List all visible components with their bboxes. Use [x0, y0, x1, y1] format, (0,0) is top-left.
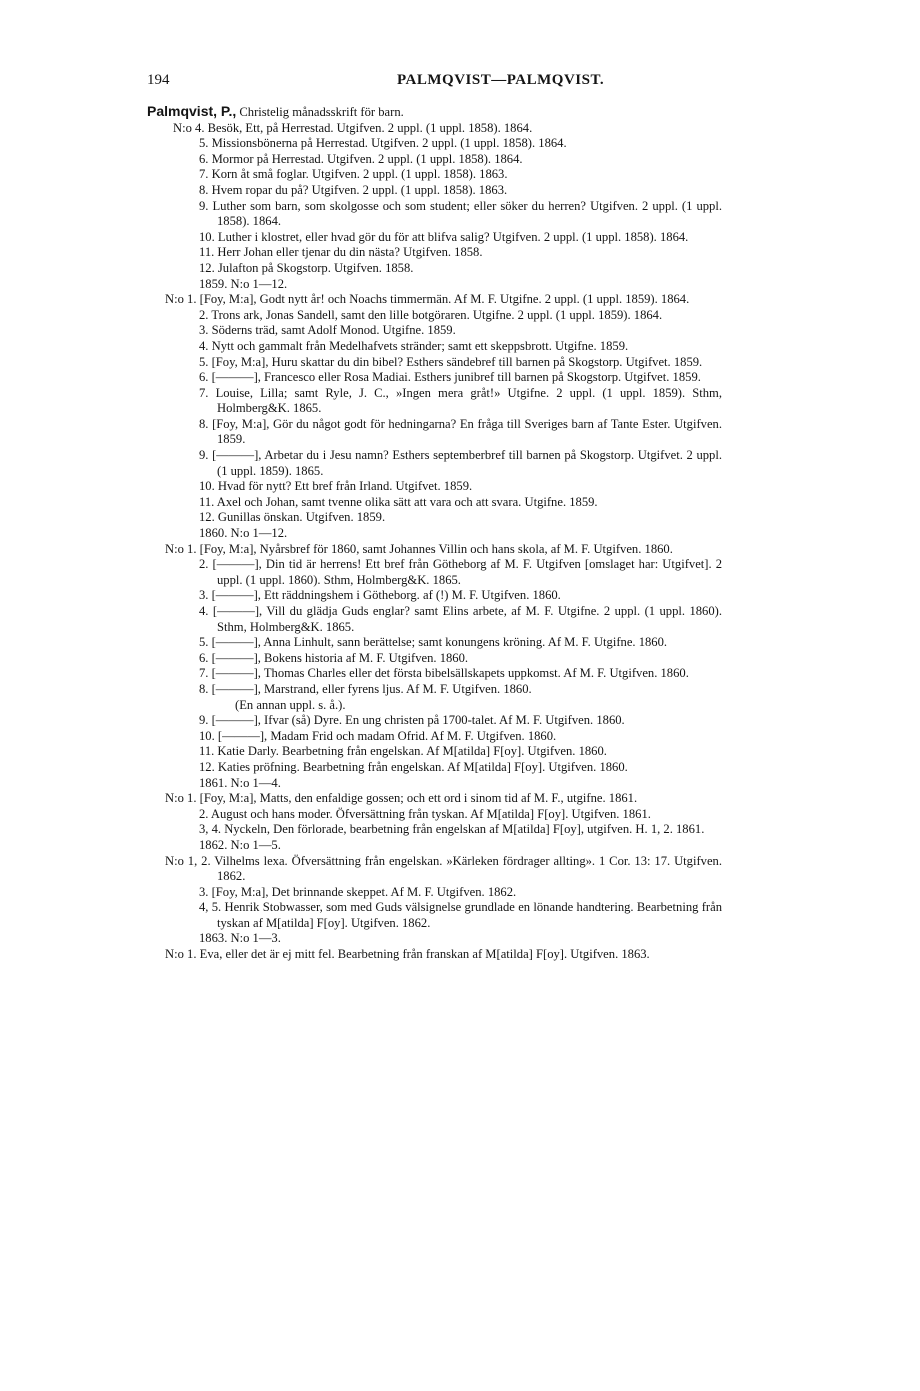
list-item: 10. Luther i klostret, eller hvad gör du för att blifva salig? Utgifven. 2 uppl. (1 uppl. 1858). 1864.: [199, 229, 689, 244]
list-item: (En annan uppl. s. å.).: [235, 697, 346, 712]
list-item: N:o 1. Eva, eller det är ej mitt fel. Bearbetning från franskan af M[atilda] F[oy]. Utgifven. 1863.: [165, 947, 650, 962]
entry-heading: [147, 104, 722, 121]
list-item: 3. [———], Ett räddningshem i Götheborg. af (!) M. F. Utgifven. 1860.: [199, 588, 561, 603]
list-item: 12. Julafton på Skogstorp. Utgifven. 1858.: [199, 260, 414, 275]
list-item: 6. [———], Francesco eller Rosa Madiai. Esthers junibref till barnen på Skogstorp. Utgifvet. 1859.: [199, 370, 701, 385]
list-item: 5. [———], Anna Linhult, sann berättelse; samt konungens kröning. Af M. F. Utgifne. 1860.: [199, 635, 668, 650]
list-item: 4. Nytt och gammalt från Medelhafvets stränder; samt ett skeppsbrott. Utgifne. 1859.: [199, 338, 629, 353]
list-item: N:o 4. Besök, Ett, på Herrestad. Utgifven. 2 uppl. (1 uppl. 1858). 1864.: [173, 120, 533, 135]
list-item: 9. [———], Arbetar du i Jesu namn? Esthers septemberbref till barnen på Skogstorp. Utgifvet. 2 uppl. (1 uppl. 1859). 1865.: [199, 448, 722, 478]
list-item: 4, 5. Henrik Stobwasser, som med Guds välsignelse grundlade en lönande handtering. Bearbetning från tyskan af M[atilda] F[oy]. Utgifven. 1862.: [199, 900, 722, 930]
list-item: 2. [———], Din tid är herrens! Ett bref från Götheborg af M. F. Utgifven [omslaget har: Utgifvet]. 2 uppl. (1 uppl. 1860). Sthm, Holmberg&K. 1865.: [199, 557, 722, 587]
list-item: 2. Trons ark, Jonas Sandell, samt den lille botgöraren. Utgifne. 2 uppl. (1 uppl. 1859). 1864.: [199, 307, 663, 322]
list-item: 9. Luther som barn, som skolgosse och som student; eller söker du herren? Utgifven. 2 uppl. (1 uppl. 1858). 1864.: [199, 198, 722, 229]
year-heading: 1862. N:o 1—5.: [199, 837, 281, 852]
list-item: 11. Katie Darly. Bearbetning från engelskan. Af M[atilda] F[oy]. Utgifven. 1860.: [199, 744, 607, 759]
list-item: 5. Missionsbönerna på Herrestad. Utgifven. 2 uppl. (1 uppl. 1858). 1864.: [199, 136, 567, 151]
list-item: 8. Hvem ropar du på? Utgifven. 2 uppl. (1 uppl. 1858). 1863.: [199, 182, 508, 197]
list-item: N:o 1, 2. Vilhelms lexa. Öfversättning från engelskan. »Kärleken fördrager allting». 1 Cor. 13: 17. Utgifven. 1862.: [165, 853, 722, 884]
list-item: 8. [———], Marstrand, eller fyrens ljus. Af M. F. Utgifven. 1860.: [199, 681, 532, 696]
page-number: 194: [147, 72, 170, 88]
list-item: N:o 1. [Foy, M:a], Godt nytt år! och Noachs timmermän. Af M. F. Utgifne. 2 uppl. (1 uppl. 1859). 1864.: [165, 292, 690, 307]
list-item: 10. Hvad för nytt? Ett bref från Irland. Utgifvet. 1859.: [199, 479, 473, 494]
list-item: 11. Herr Johan eller tjenar du din nästa? Utgifven. 1858.: [199, 245, 483, 260]
list-item: 3. [Foy, M:a], Det brinnande skeppet. Af M. F. Utgifven. 1862.: [199, 884, 517, 899]
list-item: 9. [———], Ifvar (så) Dyre. En ung christen på 1700-talet. Af M. F. Utgifven. 1860.: [199, 713, 625, 728]
year-heading: 1860. N:o 1—12.: [199, 526, 288, 541]
list-item: 3, 4. Nyckeln, Den förlorade, bearbetning från engelskan af M[atilda] F[oy], utgifven. H. 1, 2. 1861.: [199, 822, 705, 837]
year-heading: 1861. N:o 1—4.: [199, 775, 281, 790]
author-name: Palmqvist, P.,: [147, 103, 237, 119]
list-item: 12. Gunillas önskan. Utgifven. 1859.: [199, 510, 386, 525]
list-item: 10. [———], Madam Frid och madam Ofrid. Af M. F. Utgifven. 1860.: [199, 728, 557, 743]
list-item: 7. Louise, Lilla; samt Ryle, J. C., »Ingen mera gråt!» Utgifne. 2 uppl. (1 uppl. 1859). Sthm, Holmberg&K. 1865.: [199, 385, 722, 416]
list-item: 7. Korn åt små foglar. Utgifven. 2 uppl. (1 uppl. 1858). 1863.: [199, 167, 508, 182]
list-item: 8. [Foy, M:a], Gör du något godt för hedningarna? En fråga till Sveriges barn af Tante Ester. Utgifven. 1859.: [199, 416, 722, 447]
list-item: 11. Axel och Johan, samt tvenne olika sätt att vara och att svara. Utgifne. 1859.: [199, 494, 598, 509]
list-item: N:o 1. [Foy, M:a], Matts, den enfaldige gossen; och ett ord i sinom tid af M. F., utgifne. 1861.: [165, 791, 638, 806]
list-item: 7. [———], Thomas Charles eller det första bibelsällskapets uppkomst. Af M. F. Utgifven. 1860.: [199, 666, 689, 681]
entry-lines: [147, 121, 722, 963]
list-item: 6. Mormor på Herrestad. Utgifven. 2 uppl. (1 uppl. 1858). 1864.: [199, 151, 523, 166]
list-item: 12. Katies pröfning. Bearbetning från engelskan. Af M[atilda] F[oy]. Utgifven. 1860.: [199, 759, 628, 774]
list-item: 6. [———], Bokens historia af M. F. Utgifven. 1860.: [199, 650, 469, 665]
bibliography-entry: [147, 104, 722, 963]
year-heading: 1859. N:o 1—12.: [199, 276, 288, 291]
list-item: 4. [———], Vill du glädja Guds englar? samt Elins arbete, af M. F. Utgifne. 2 uppl. (1 uppl. 1860). Sthm, Holmberg&K. 1865.: [199, 604, 722, 634]
year-heading: 1863. N:o 1—3.: [199, 931, 281, 946]
list-item: 2. August och hans moder. Öfversättning från tyskan. Af M[atilda] F[oy]. Utgifven. 1861.: [199, 806, 651, 821]
list-item: 5. [Foy, M:a], Huru skattar du din bibel? Esthers sändebref till barnen på Skogstorp. Utgifvet. 1859.: [199, 354, 703, 369]
list-item: N:o 1. [Foy, M:a], Nyårsbref för 1860, samt Johannes Villin och hans skola, af M. F. Utgifven. 1860.: [165, 541, 673, 556]
list-item: 3. Söderns träd, samt Adolf Monod. Utgifne. 1859.: [199, 323, 456, 338]
running-head: PALMQVIST—PALMQVIST.: [397, 72, 605, 88]
series-title: Christelig månadsskrift för barn.: [239, 105, 404, 119]
